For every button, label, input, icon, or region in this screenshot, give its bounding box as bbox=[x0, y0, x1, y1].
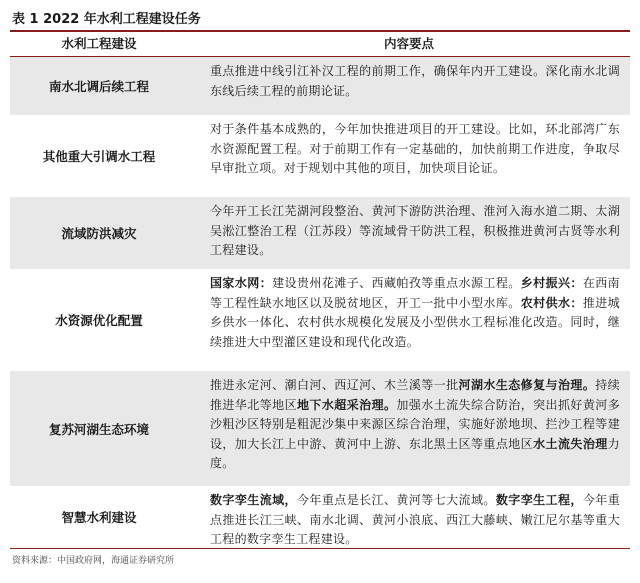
content-text: 今年重点是长江、黄河等七大流域。 bbox=[297, 493, 496, 507]
content-bold: 数字孪生工程， bbox=[495, 493, 583, 507]
table-row bbox=[10, 197, 630, 269]
table-header bbox=[10, 32, 630, 57]
row-content bbox=[188, 269, 630, 371]
bottom-rule bbox=[10, 548, 630, 549]
table-row bbox=[10, 115, 630, 197]
table-row bbox=[10, 57, 630, 115]
row-name: 其他重大引调水工程 bbox=[42, 149, 156, 164]
header-col1: 水利工程建设 bbox=[61, 36, 137, 51]
content-bold: 水土流失治理 bbox=[533, 436, 608, 451]
content-text: 推进永定河、潮白河、西辽河、木兰溪等一批 bbox=[210, 378, 459, 392]
row-name: 流域防洪减灾 bbox=[61, 226, 137, 241]
content-bold: 农村供水： bbox=[520, 295, 583, 310]
table-title: 表 1 2022 年水利工程建设任务 bbox=[12, 12, 201, 27]
content-text: 重点推进中线引江补汉工程的前期工作，确保年内开工建设。深化南水北调东线后续工程的前期论证。 bbox=[210, 64, 620, 98]
source-note: 资料来源：中国政府网，海通证券研究所 bbox=[12, 556, 175, 566]
content-text: 今年开工长江芜湖河段整治、黄河下游防洪治理、淮河入海水道二期、太湖吴淞江整治工程（江苏段）等流域骨干防洪工程，积极推进黄河古贤等水利工程建设。 bbox=[210, 204, 620, 257]
row-content bbox=[188, 197, 630, 269]
content-text: 在西南等工程性缺水地区以及脱贫地区，开工一批中小型水库。 bbox=[210, 276, 620, 310]
table-row bbox=[10, 269, 630, 371]
row-content bbox=[188, 57, 630, 115]
content-text: 力度。 bbox=[210, 436, 620, 470]
row-name: 水资源优化配置 bbox=[55, 313, 143, 328]
header-col2: 内容要点 bbox=[383, 36, 434, 51]
content-text: 持续推进华北等地区 bbox=[210, 378, 620, 412]
row-content bbox=[188, 115, 630, 197]
row-content bbox=[188, 486, 630, 548]
row-content bbox=[188, 371, 630, 486]
content-text: 今年重点推进长江三峡、南水北调、黄河小浪底、西江大藤峡、嫩江尼尔基等重大工程的数字孪生工程建设。 bbox=[210, 493, 620, 546]
content-text: 建设贵州花滩子、西藏帕孜等重点水源工程。 bbox=[272, 276, 521, 290]
content-text: 推进城乡供水一体化、农村供水规模化发展及小型供水工程标准化改造。同时，继续推进大中型灌区建设和现代化改造。 bbox=[210, 295, 620, 349]
content-bold: 国家水网： bbox=[210, 276, 273, 290]
content-text: 加强水土流失综合防治，突出抓好黄河多沙粗沙区特别是粗泥沙集中来源区综合治理，实施好淤地坝、拦沙工程等建设，加大长江上中游、黄河中上游、东北黑土区等重点地区 bbox=[210, 397, 620, 451]
row-name: 智慧水利建设 bbox=[61, 510, 137, 525]
row-name: 复苏河湖生态环境 bbox=[48, 421, 149, 437]
content-bold: 地下水超采治理。 bbox=[297, 397, 397, 412]
table-row bbox=[10, 371, 630, 486]
row-name: 南水北调后续工程 bbox=[48, 79, 149, 94]
content-bold: 乡村振兴： bbox=[520, 276, 583, 290]
content-bold: 数字孪生流域， bbox=[210, 493, 297, 507]
content-bold: 河湖水生态修复与治理。 bbox=[458, 378, 596, 392]
content-text: 对于条件基本成熟的，今年加快推进项目的开工建设。比如，环北部湾广东水资源配置工程。对于前期工作有一定基础的，加快前期工作进度，争取尽早审批立项。对于规划中其他的项目，加快项目论证。 bbox=[210, 122, 620, 175]
table-row bbox=[10, 486, 630, 548]
